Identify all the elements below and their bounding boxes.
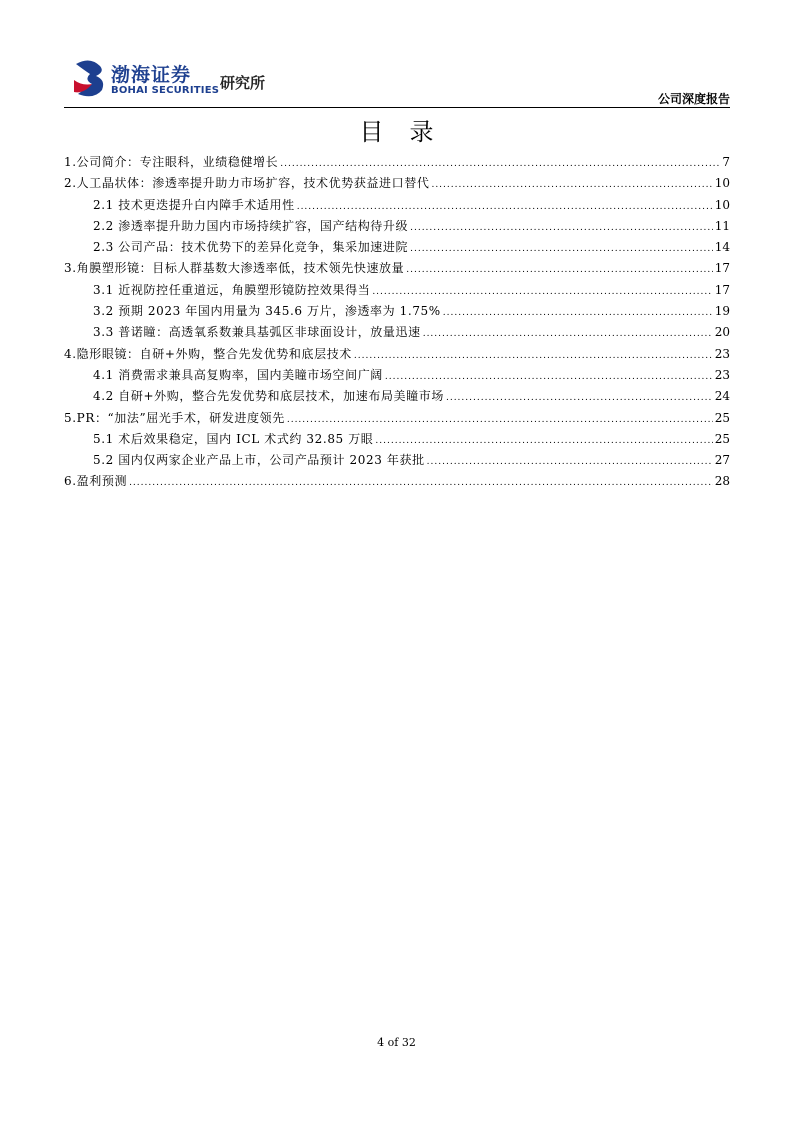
toc-entry[interactable]	[64, 450, 730, 471]
toc-entry[interactable]	[64, 344, 730, 365]
toc-entry[interactable]	[64, 280, 730, 301]
toc-entry-title: 6.盈利预测	[64, 474, 128, 489]
toc-entry-page: 25	[714, 410, 730, 425]
toc-title: 目录	[359, 118, 460, 146]
toc-entry-page: 27	[714, 453, 730, 468]
toc-dot-leader	[385, 367, 713, 388]
toc-dot-leader	[406, 260, 712, 281]
toc-dot-leader	[410, 239, 713, 260]
research-dept-label: 研究所	[220, 74, 266, 92]
toc-dot-leader	[410, 218, 713, 239]
toc-entry-page: 7	[722, 155, 730, 169]
toc-entry-title: 5.1 术后效果稳定，国内 ICL 术式约 32.85 万眼	[93, 431, 374, 446]
brand-name-cn: 渤海证券	[111, 64, 192, 86]
toc-entry[interactable]	[64, 195, 730, 216]
toc-entry-title: 4.隐形眼镜：自研+外购，整合先发优势和底层技术	[64, 346, 352, 361]
toc-dot-leader	[427, 452, 713, 473]
toc-entry-page: 23	[714, 367, 730, 382]
toc-entry-title: 3.1 近视防控任重道远，角膜塑形镜防控效果得当	[93, 282, 371, 297]
table-of-contents	[64, 152, 730, 493]
toc-entry-title: 2.人工晶状体：渗透率提升助力市场扩容，技术优势获益进口替代	[64, 176, 430, 191]
toc-dot-leader	[297, 197, 713, 218]
toc-entry[interactable]	[64, 258, 730, 279]
toc-entry-title: 2.2 渗透率提升助力国内市场持续扩容，国产结构待升级	[93, 218, 409, 233]
toc-entry[interactable]	[64, 322, 730, 343]
toc-entry-page: 17	[714, 282, 730, 297]
toc-entry-page: 20	[714, 325, 730, 340]
page-header	[64, 58, 730, 108]
toc-entry-page: 28	[714, 474, 730, 489]
brand-name-en: BOHAI SECURITIES	[111, 85, 220, 96]
toc-dot-leader	[431, 175, 712, 196]
toc-dot-leader	[446, 388, 713, 409]
toc-entry-title: 3.2 预期 2023 年国内用量为 345.6 万片，渗透率为 1.75%	[93, 304, 441, 319]
toc-dot-leader	[287, 410, 713, 431]
toc-entry-page: 14	[714, 240, 730, 255]
toc-entry-page: 24	[714, 389, 730, 404]
toc-entry-title: 3.3 普诺瞳：高透氧系数兼具基弧区非球面设计，放量迅速	[93, 325, 421, 340]
toc-entry[interactable]	[64, 237, 730, 258]
toc-entry-page: 10	[714, 176, 730, 191]
bohai-logo-icon	[72, 58, 106, 98]
toc-entry-title: 2.1 技术更迭提升白内障手术适用性	[93, 197, 295, 212]
toc-entry-title: 3.角膜塑形镜：目标人群基数大渗透率低，技术领先快速放量	[64, 261, 405, 276]
toc-entry[interactable]	[64, 173, 730, 194]
toc-dot-leader	[375, 431, 712, 452]
toc-entry[interactable]	[64, 365, 730, 386]
toc-entry-page: 10	[714, 197, 730, 212]
toc-entry-page: 17	[714, 261, 730, 276]
toc-entry-title: 5.2 国内仅两家企业产品上市，公司产品预计 2023 年获批	[93, 453, 425, 468]
toc-entry[interactable]	[64, 216, 730, 237]
toc-entry[interactable]	[64, 408, 730, 429]
toc-entry-title: 4.2 自研+外购，整合先发优势和底层技术，加速布局美瞳市场	[93, 389, 444, 404]
toc-entry-title: 4.1 消费需求兼具高复购率，国内美瞳市场空间广阔	[93, 367, 383, 382]
toc-entry[interactable]	[64, 301, 730, 322]
toc-entry[interactable]	[64, 429, 730, 450]
toc-dot-leader	[129, 473, 713, 494]
header-divider	[64, 107, 730, 108]
toc-dot-leader	[354, 346, 713, 367]
report-type-label: 公司深度报告	[657, 92, 730, 106]
toc-entry-title: 5.PR：“加法”屈光手术，研发进度领先	[64, 410, 285, 425]
toc-entry-page: 11	[714, 218, 730, 233]
toc-entry[interactable]	[64, 152, 730, 173]
toc-entry-page: 23	[714, 346, 730, 361]
toc-entry-page: 19	[714, 304, 730, 319]
toc-entry[interactable]	[64, 471, 730, 492]
toc-dot-leader	[443, 303, 713, 324]
toc-entry-title: 1.公司简介：专注眼科，业绩稳健增长	[64, 155, 279, 169]
toc-entry[interactable]	[64, 386, 730, 407]
toc-dot-leader	[280, 154, 720, 175]
page-number: 4 of 32	[377, 1036, 416, 1049]
toc-dot-leader	[423, 324, 713, 345]
toc-entry-page: 25	[714, 431, 730, 446]
toc-dot-leader	[372, 282, 712, 303]
toc-entry-title: 2.3 公司产品：技术优势下的差异化竞争，集采加速进院	[93, 240, 409, 255]
